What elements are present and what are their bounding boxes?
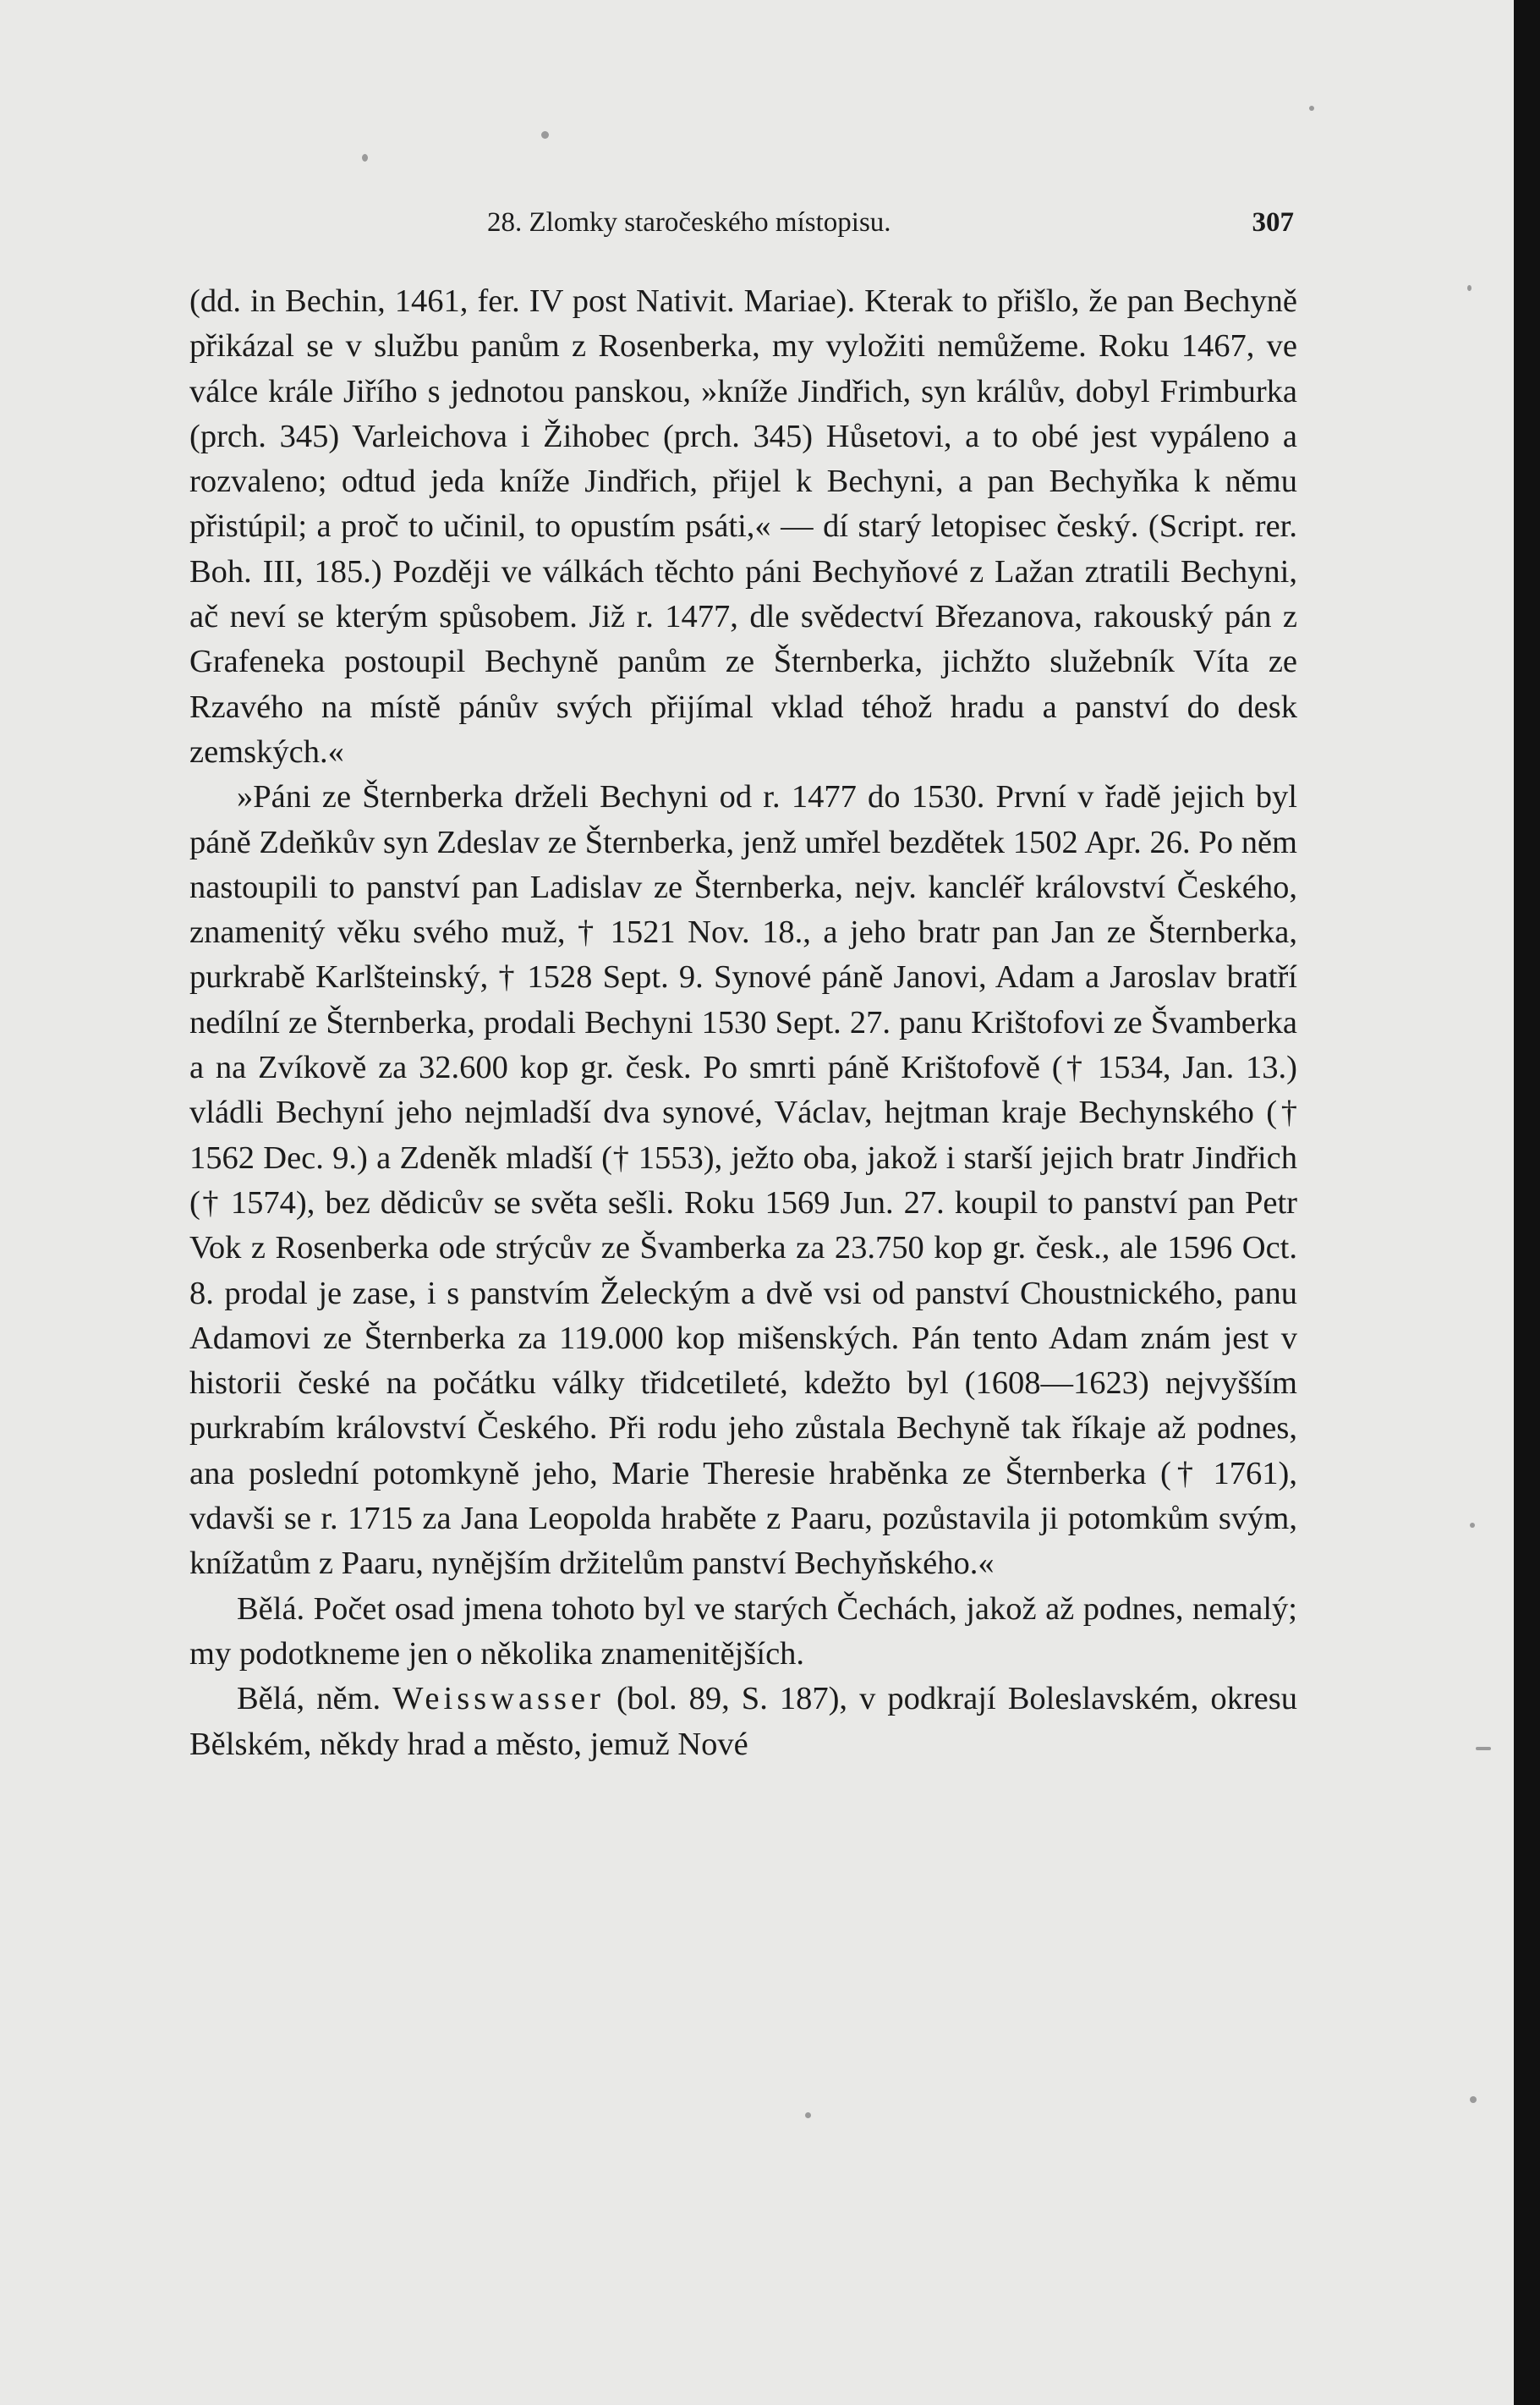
paragraph: »Páni ze Šternberka drželi Bechyni od r. 1477 do 1530. První v řadě jejich byl páně Zdeňkův syn Zdeslav ze Šternberka, jenž umřel bezdětek 1502 Apr. 26. Po něm nastoupili to panství pan Ladislav ze Šternberka, nejv. kancléř království Českého, znamenitý věku svého muž, † 1521 Nov. 18., a jeho bratr pan Jan ze Šternberka, purkrabě Karlšteinský, † 1528 Sept. 9. Synové páně Janovi, Adam a Jaroslav bratří nedílní ze Šternberka, prodali Bechyni 1530 Sept. 27. panu Krištofovi ze Švamberka a na Zvíkově za 32.600 kop gr. česk. Po smrti páně Krištofově († 1534, Jan. 13.) vládli Bechyní jeho nejmladší dva synové, Václav, hejtman kraje Bechynského († 1562 Dec. 9.) a Zdeněk mladší († 1553), ježto oba, jakož i starší jejich bratr Jindřich († 1574), bez dědicův se světa sešli. Roku 1569 Jun. 27. koupil to panství pan Petr Vok z Rosenberka ode strýcův ze Švamberka za 23.750 kop gr. česk., ale 1596 Oct. 8. prodal je zase, i s panstvím Želeckým a dvě vsi od panství Choustnického, panu Adamovi ze Šternberka za 119.000 kop mišenských. Pán tento Adam znám jest v historii české na počátku války třidcetileté, kdežto byl (1608—1623) nejvyšším purkrabím království Českého. Při rodu jeho zůstala Bechyně tak říkaje až podnes, ana poslední potomkyně jeho, Marie Theresie hraběnka ze Šternberka († 1761), vdavši se r. 1715 za Jana Leopolda hraběte z Paaru, pozůstavila ji potomkům svým, knížatům z Paaru, nynějším držitelům panství Bechyňského.« bbox=[189, 779, 1297, 1582]
scan-speck bbox=[1467, 285, 1471, 291]
scan-speck bbox=[1309, 106, 1314, 111]
paragraph bbox=[189, 1677, 1297, 1767]
scan-edge bbox=[1514, 0, 1540, 2405]
scan-speck bbox=[1470, 1523, 1475, 1528]
scan-speck bbox=[362, 154, 368, 162]
text-segment: Bělá, něm. bbox=[237, 1681, 393, 1717]
paragraph: (dd. in Bechin, 1461, fer. IV post Nativit. Mariae). Kterak to přišlo, že pan Bechyně přikázal se v službu panům z Rosenberka, my vyložiti nemůžeme. Roku 1467, ve válce krále Jiřího s jednotou panskou, »kníže Jindřich, syn králův, dobyl Frimburka (prch. 345) Varleichova i Žihobec (prch. 345) Hůsetovi, a to obé jest vypáleno a rozvaleno; odtud jeda kníže Jindřich, přijel k Bechyni, a pan Bechyňka k němu přistúpil; a proč to učinil, to opustím psáti,« — dí starý letopisec český. (Script. rer. Boh. III, 185.) Později ve válkách těchto páni Bechyňové z Lažan ztratili Bechyni, ač neví se kterým spůsobem. Již r. 1477, dle svědectví Březanova, rakouský pán z Grafeneka postoupil Bechyně panům ze Šternberka, jichžto služebník Víta ze Rzavého na místě pánův svých přijímal vklad téhož hradu a panství do desk zemských.« bbox=[189, 283, 1297, 770]
scan-speck bbox=[1476, 1747, 1491, 1750]
chapter-title: 28. Zlomky staročeského místopisu. bbox=[487, 207, 891, 238]
text-body bbox=[189, 279, 1297, 1767]
scan-speck bbox=[805, 2112, 811, 2118]
paragraph: Bělá. Počet osad jmena tohoto byl ve starých Čechách, jakož až podnes, nemalý; my podotkneme jen o několika znamenitějších. bbox=[189, 1590, 1297, 1672]
running-header bbox=[203, 207, 1294, 244]
scan-speck bbox=[1470, 2096, 1477, 2103]
spaced-term: Weisswasser bbox=[392, 1681, 605, 1717]
scan-speck bbox=[541, 131, 549, 139]
text-segment: (bol. 89, S. 187), v podkrají Boleslavském, okresu Bělském, někdy hrad a město, jemuž Nové bbox=[189, 1681, 1297, 1762]
page-number: 307 bbox=[1252, 207, 1294, 238]
